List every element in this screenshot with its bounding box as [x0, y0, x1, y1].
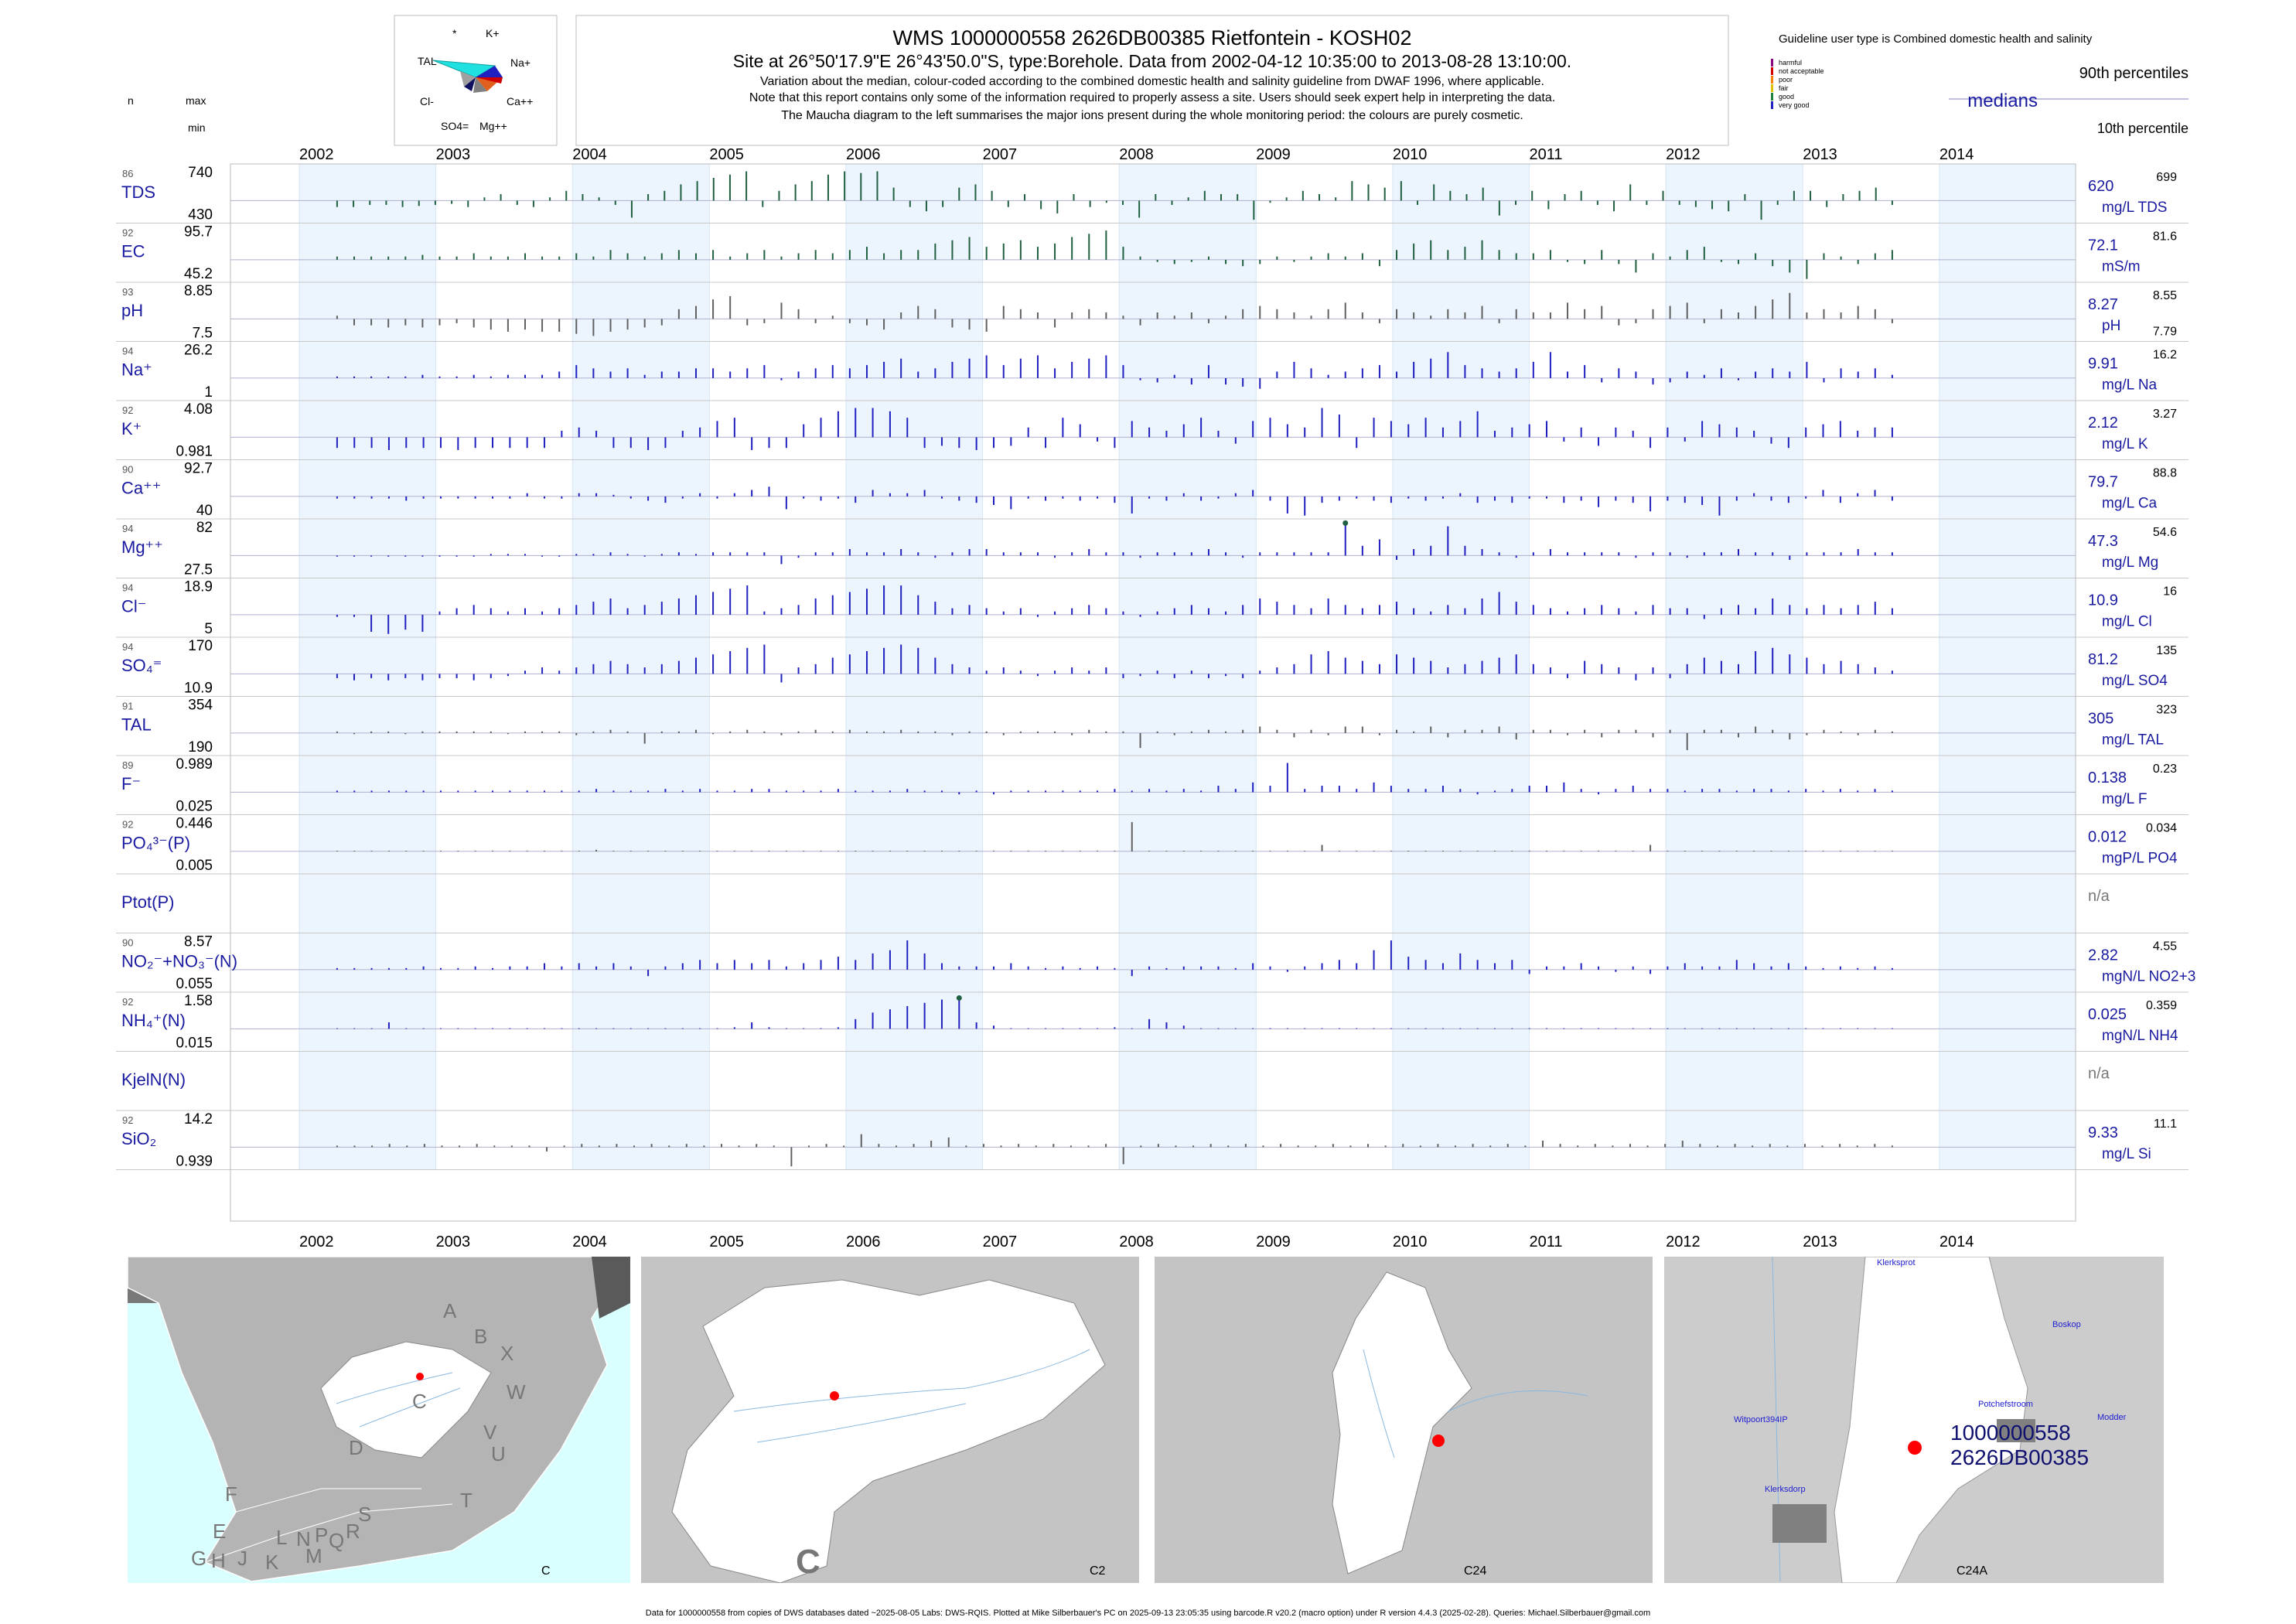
- catchment-letter: B: [474, 1325, 488, 1348]
- panel-p90: 8.55: [2152, 289, 2177, 302]
- panel-name: PO₄³⁻(P): [121, 833, 191, 853]
- panel-unit: mgP/L PO4: [2102, 850, 2178, 867]
- year-label: 2004: [572, 1233, 607, 1250]
- panel-median: 79.7: [2088, 473, 2118, 491]
- legend-category: fair: [1779, 84, 1789, 92]
- header-min-label: min: [188, 121, 206, 134]
- panel-p90: 323: [2156, 703, 2177, 717]
- catchment-letter: H: [211, 1549, 226, 1572]
- catchment-letter: T: [460, 1489, 473, 1512]
- panel-median: n/a: [2088, 1065, 2110, 1083]
- year-label: 2005: [709, 146, 744, 163]
- panel-name: KjelN(N): [121, 1070, 186, 1090]
- sample-count: 92: [122, 1114, 134, 1126]
- footer-credits: Data for 1000000558 from copies of DWS databases dated ~2025-08-05 Labs: DWS-RQIS. Plotted at Mike Silberbauer's PC on 2025-09-13 23:05:35 using barcode.R v20.2 (macro option) under R version 4.4.3 (2025-02-28). Queries: Michael.Silberbauer@gmail.com: [645, 1609, 1651, 1618]
- panel-unit: mgN/L NO2+3: [2102, 968, 2196, 985]
- year-label: 2003: [435, 1233, 471, 1250]
- panel-unit: mgN/L NH4: [2102, 1028, 2178, 1044]
- sample-count: 94: [122, 641, 134, 653]
- guideline-text: Guideline user type is Combined domestic health and salinity: [1779, 32, 2093, 46]
- panel-p90: 0.23: [2152, 763, 2177, 776]
- panel-median: 72.1: [2088, 237, 2118, 254]
- panel-median: 47.3: [2088, 533, 2118, 550]
- catchment-letter: D: [349, 1436, 363, 1459]
- catchment-letter: G: [191, 1547, 207, 1570]
- legend-swatch: [1771, 93, 1773, 101]
- panel-min: 7.5: [192, 325, 213, 342]
- year-label: 2011: [1529, 146, 1563, 163]
- year-label: 2009: [1256, 146, 1291, 163]
- maucha-diagram: [394, 15, 557, 145]
- report-subtitle: Site at 26°50'17.9"E 26°43'50.0"S, type:Borehole. Data from 2002-04-12 10:35:00 to 2013-08-28 13:10:00.: [732, 51, 1572, 71]
- panel-max: 740: [188, 165, 213, 181]
- sample-count: 92: [122, 996, 134, 1008]
- legend-category: poor: [1779, 76, 1793, 84]
- panel-median: 8.27: [2088, 296, 2118, 313]
- panel-min: 0.015: [176, 1035, 213, 1052]
- map-corner-label: C24: [1464, 1564, 1487, 1578]
- catchment-letter: X: [500, 1342, 514, 1365]
- maucha-label: K+: [486, 27, 500, 39]
- maucha-label: *: [452, 27, 457, 39]
- medians-label: medians: [1967, 90, 2038, 111]
- catchment-letter: M: [305, 1544, 322, 1568]
- panel-median: 620: [2088, 178, 2114, 195]
- exceedance-marker: [957, 995, 962, 1001]
- panel-min: 45.2: [184, 266, 213, 282]
- year-label: 2002: [299, 146, 334, 163]
- panel-min: 27.5: [184, 561, 213, 578]
- maucha-label: TAL: [418, 55, 437, 67]
- panel-name: F⁻: [121, 774, 142, 793]
- maucha-label: Cl-: [420, 95, 434, 107]
- panel-max: 92.7: [184, 460, 213, 477]
- year-label: 2013: [1803, 1233, 1837, 1250]
- year-bands: [299, 164, 2076, 1169]
- panel-median: n/a: [2088, 888, 2110, 905]
- site-code-label: 2626DB00385: [1950, 1445, 2090, 1469]
- site-id-label: 1000000558: [1950, 1421, 2071, 1445]
- year-label: 2014: [1939, 146, 1974, 163]
- year-label: 2007: [982, 1233, 1018, 1250]
- sample-count: 92: [122, 818, 134, 831]
- site-marker: [830, 1391, 839, 1401]
- catchment-letter: S: [358, 1503, 372, 1526]
- panel-p90: 54.6: [2152, 526, 2177, 539]
- map-corner-label: C2: [1090, 1564, 1106, 1578]
- place-label: Witpoort394IP: [1734, 1415, 1788, 1424]
- place-label: Modder: [2097, 1413, 2127, 1422]
- panel-median: 0.138: [2088, 769, 2127, 786]
- panel-unit: pH: [2102, 318, 2121, 334]
- sample-count: 90: [122, 463, 134, 476]
- panel-p90: 0.034: [2145, 821, 2177, 835]
- panel-p90: 16.2: [2152, 348, 2177, 362]
- panel-max: 170: [188, 638, 213, 654]
- report-note: The Maucha diagram to the left summarises the major ions present during the whole monitoring period: the colours are purely cosmetic.: [781, 109, 1523, 122]
- catchment-letter: L: [276, 1526, 288, 1549]
- legend-swatch: [1771, 101, 1773, 109]
- year-band: [1939, 164, 2076, 1169]
- year-label: 2008: [1119, 1233, 1154, 1250]
- catchment-letter: C: [412, 1390, 427, 1413]
- panel-median: 2.82: [2088, 947, 2118, 964]
- panel-name: pH: [121, 301, 144, 320]
- panel-min: 40: [196, 503, 213, 519]
- year-label: 2007: [982, 146, 1018, 163]
- panel-median: 81.2: [2088, 651, 2118, 668]
- panel-min: 0.055: [176, 976, 213, 992]
- panel-max: 8.57: [184, 933, 213, 950]
- panel-max: 0.989: [176, 756, 213, 773]
- panel-unit: mg/L SO4: [2102, 673, 2168, 689]
- sample-count: 89: [122, 759, 134, 771]
- report-note: Variation about the median, colour-coded according to the combined domestic health and salinity guideline from DWAF 1996, where applicable.: [760, 75, 1544, 88]
- map-corner-label: C24A: [1957, 1564, 1988, 1578]
- panel-p90: 135: [2156, 644, 2177, 657]
- panel-max: 82: [196, 520, 213, 536]
- panel-unit: mg/L F: [2102, 791, 2148, 807]
- maucha-label: Mg++: [479, 120, 507, 132]
- sample-count: 91: [122, 700, 134, 712]
- year-label: 2006: [845, 146, 881, 163]
- place-label: Klerksprot: [1877, 1258, 1916, 1267]
- sample-count: 94: [122, 345, 134, 357]
- panel-p90: 88.8: [2152, 466, 2177, 480]
- site-marker: [416, 1373, 424, 1380]
- legend-swatch: [1771, 67, 1773, 75]
- year-label: 2013: [1803, 146, 1837, 163]
- year-label: 2014: [1939, 1233, 1974, 1250]
- panel-name: NO₂⁻+NO₃⁻(N): [121, 951, 238, 971]
- panel-min: 0.939: [176, 1153, 213, 1170]
- map-south-africa: [128, 1257, 630, 1583]
- map-catchment-c: [641, 1257, 1139, 1583]
- panel-unit: mg/L TDS: [2102, 200, 2168, 216]
- panel-unit: mS/m: [2102, 258, 2141, 275]
- maucha-label: Ca++: [507, 95, 534, 107]
- catchment-letter: J: [237, 1547, 247, 1570]
- catchment-letter: N: [296, 1527, 311, 1551]
- panel-max: 18.9: [184, 578, 213, 595]
- year-label: 2009: [1256, 1233, 1291, 1250]
- header-max-label: max: [186, 94, 206, 107]
- panel-name: Cl⁻: [121, 596, 147, 616]
- p10-label: 10th percentile: [2096, 121, 2189, 136]
- catchment-letter: F: [225, 1482, 237, 1506]
- panel-name: TAL: [121, 715, 152, 735]
- year-band: [299, 164, 436, 1169]
- panel-median: 9.91: [2088, 355, 2118, 373]
- panel-name: K⁺: [121, 419, 142, 438]
- sample-count: 94: [122, 582, 134, 594]
- panel-name: Na⁺: [121, 360, 152, 380]
- panel-p10: 7.79: [2152, 325, 2177, 339]
- panel-name: TDS: [121, 183, 155, 202]
- panel-unit: mg/L Ca: [2102, 495, 2158, 512]
- report-title: WMS 1000000558 2626DB00385 Rietfontein - KOSH02: [892, 26, 1412, 49]
- panel-min: 0.981: [176, 443, 213, 460]
- year-label: 2005: [709, 1233, 744, 1250]
- maucha-label: Na+: [510, 56, 531, 69]
- panel-max: 95.7: [184, 223, 213, 241]
- legend-swatch: [1771, 84, 1773, 92]
- panel-median: 0.025: [2088, 1006, 2127, 1023]
- place-label: Boskop: [2052, 1320, 2081, 1329]
- sample-count: 92: [122, 404, 134, 416]
- panel-max: 14.2: [184, 1111, 213, 1128]
- catchment-letter: R: [346, 1520, 360, 1543]
- legend-category: not acceptable: [1779, 67, 1824, 75]
- panel-name: Ca⁺⁺: [121, 478, 162, 498]
- panel-unit: mg/L K: [2102, 436, 2148, 452]
- report-note: Note that this report contains only some of the information required to properly assess a site. Users should seek expert help in interpreting the data.: [749, 91, 1556, 104]
- panel-max: 354: [188, 697, 213, 714]
- title-box: [576, 15, 1728, 145]
- legend-category: very good: [1779, 101, 1810, 109]
- place-label: Klerksdorp: [1765, 1485, 1806, 1494]
- panel-median: 305: [2088, 710, 2114, 728]
- panel-name: SO₄⁼: [121, 656, 162, 675]
- panel-max: 1.58: [184, 993, 213, 1009]
- panel-median: 9.33: [2088, 1124, 2118, 1141]
- catchment-letter: K: [265, 1551, 279, 1574]
- legend-category: good: [1779, 93, 1795, 101]
- sample-count: 92: [122, 227, 134, 239]
- panel-min: 1: [204, 384, 213, 401]
- panel-name: EC: [121, 241, 145, 261]
- sample-count: 93: [122, 286, 134, 298]
- year-label: 2002: [299, 1233, 334, 1250]
- sample-count: 90: [122, 937, 134, 949]
- sample-count: 94: [122, 523, 134, 534]
- panel-median: 2.12: [2088, 415, 2118, 432]
- map-catchment-c24: [1155, 1257, 1653, 1583]
- catchment-letter: E: [213, 1520, 227, 1543]
- panel-p90: 16: [2163, 585, 2177, 599]
- legend-swatch: [1771, 59, 1773, 67]
- panel-unit: mg/L Na: [2102, 377, 2158, 394]
- panel-p90: 0.359: [2145, 999, 2177, 1012]
- catchment-letter: U: [491, 1442, 506, 1465]
- year-label: 2012: [1666, 1233, 1701, 1250]
- panel-median: 0.012: [2088, 828, 2127, 846]
- catchment-letter: Q: [329, 1529, 345, 1552]
- year-band: [1119, 164, 1256, 1169]
- maucha-label: SO4=: [441, 120, 469, 132]
- legend-category: harmful: [1779, 59, 1803, 67]
- map-corner-label: C: [541, 1564, 551, 1578]
- year-label: 2003: [435, 146, 471, 163]
- guideline-legend: [1771, 32, 2189, 136]
- year-axis-bottom: [299, 1233, 1974, 1250]
- p90-label: 90th percentiles: [2079, 65, 2189, 82]
- place-label: Potchefstroom: [1978, 1400, 2033, 1409]
- catchment-letter: W: [507, 1380, 526, 1404]
- panel-min: 0.005: [176, 858, 213, 874]
- header-n-label: n: [128, 94, 134, 107]
- panel-name: Mg⁺⁺: [121, 537, 163, 557]
- panel-unit: mg/L Cl: [2102, 613, 2152, 630]
- panel-min: 10.9: [184, 680, 213, 697]
- map-locality: [1664, 1257, 2164, 1583]
- map-big-label: C: [796, 1543, 820, 1581]
- panel-p90: 11.1: [2154, 1117, 2177, 1131]
- legend-swatch: [1771, 76, 1773, 84]
- panel-max: 26.2: [184, 342, 213, 359]
- year-label: 2012: [1666, 146, 1701, 163]
- catchment-letter: V: [483, 1421, 497, 1444]
- site-marker: [1908, 1441, 1922, 1455]
- panel-unit: mg/L Si: [2102, 1146, 2151, 1162]
- panel-max: 0.446: [176, 815, 213, 832]
- panel-min: 5: [204, 621, 213, 637]
- panel-unit: mg/L Mg: [2102, 554, 2159, 571]
- panel-min: 0.025: [176, 798, 213, 815]
- year-label: 2010: [1392, 146, 1428, 163]
- panel-p90: 699: [2156, 171, 2177, 184]
- year-label: 2010: [1392, 1233, 1428, 1250]
- panel-p90: 3.27: [2152, 408, 2177, 421]
- panel-p90: 81.6: [2152, 230, 2177, 244]
- panel-name: NH₄⁺(N): [121, 1011, 186, 1030]
- panel-unit: mg/L TAL: [2102, 732, 2164, 749]
- year-label: 2004: [572, 146, 607, 163]
- sample-count: 86: [122, 168, 134, 179]
- panel-name: Ptot(P): [121, 892, 175, 912]
- panel-min: 190: [188, 739, 213, 756]
- panel-p90: 4.55: [2152, 940, 2177, 954]
- year-label: 2011: [1529, 1233, 1563, 1250]
- panel-max: 4.08: [184, 401, 213, 418]
- panel-max: 8.85: [184, 283, 213, 299]
- catchment-letter: A: [443, 1299, 457, 1322]
- catchment-letter: P: [315, 1523, 329, 1547]
- year-label: 2008: [1119, 146, 1154, 163]
- exceedance-marker: [1342, 520, 1348, 526]
- panel-name: SiO₂: [121, 1129, 157, 1148]
- site-marker: [1432, 1435, 1445, 1447]
- year-axis-top: [299, 146, 1974, 163]
- panel-median: 10.9: [2088, 592, 2118, 609]
- panel-min: 430: [188, 206, 213, 223]
- year-label: 2006: [845, 1233, 881, 1250]
